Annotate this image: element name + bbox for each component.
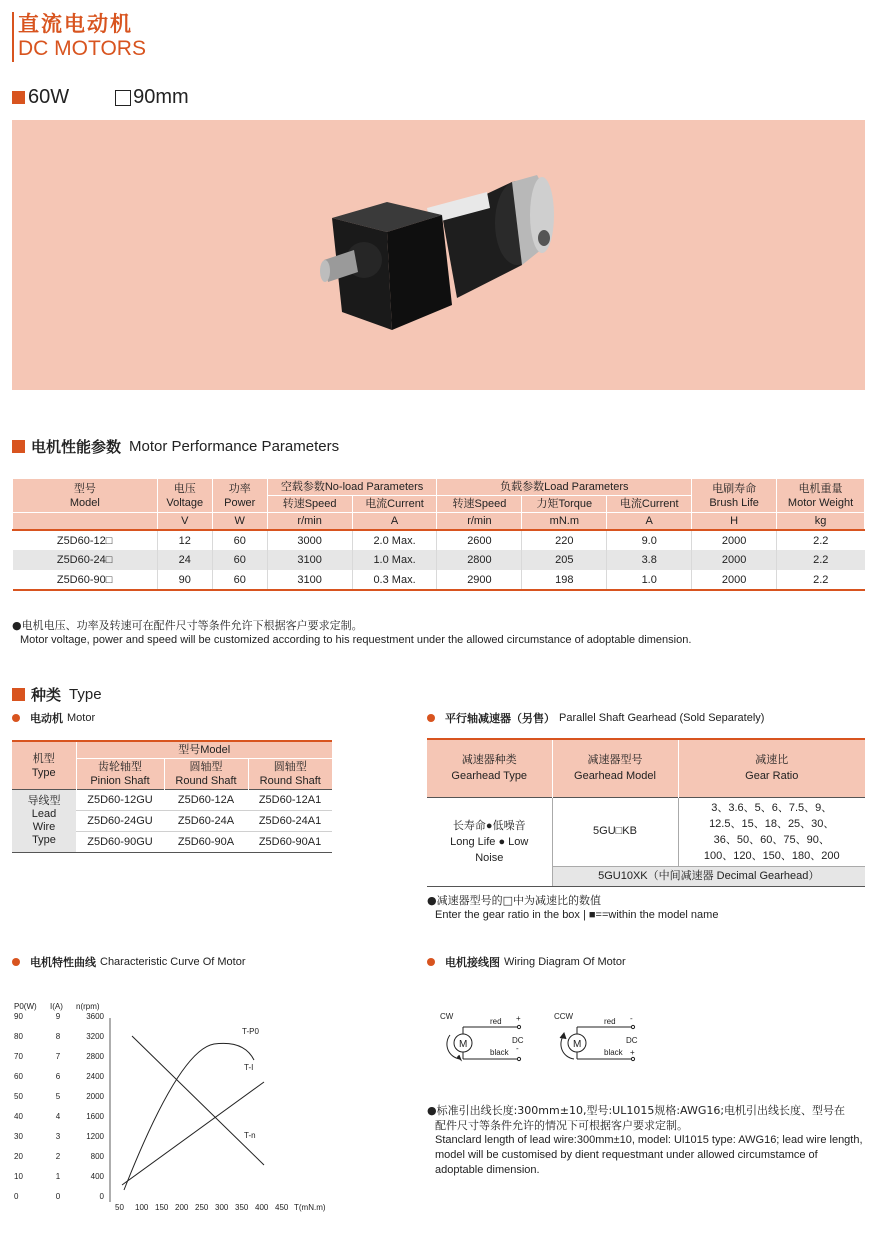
curve-t-i bbox=[122, 1082, 264, 1185]
arrow-ccw-icon bbox=[560, 1033, 566, 1039]
svg-text:DC: DC bbox=[626, 1036, 638, 1045]
m-type: 机型 Type bbox=[12, 741, 76, 790]
unit-rpm: r/min bbox=[267, 513, 352, 531]
label-tn: T-n bbox=[244, 1131, 256, 1140]
performance-table bbox=[12, 478, 865, 591]
unit-kg: kg bbox=[777, 513, 865, 531]
svg-text:DC: DC bbox=[512, 1036, 524, 1045]
perf-note-en: Motor voltage, power and speed will be customized according to his requestment under the allowed circumstance of adoptable dimension. bbox=[20, 634, 692, 646]
wiring-note bbox=[427, 1103, 867, 1178]
characteristic-curve-chart bbox=[104, 1010, 334, 1215]
type-title-en: Type bbox=[69, 686, 102, 703]
wiring-note-en3: adoptable dimension. bbox=[435, 1164, 540, 1176]
axis-tick: 7 bbox=[55, 1052, 61, 1061]
square-marker-icon bbox=[12, 440, 25, 453]
svg-text:M: M bbox=[573, 1039, 582, 1050]
x-axis-tick: 100 bbox=[135, 1203, 149, 1212]
table-row: Z5D60-24□ 24 60 3100 1.0 Max. 2800 205 3.8 2000 2.2 bbox=[13, 550, 865, 570]
m-pinion: 齿轮轴型 Pinion Shaft bbox=[76, 759, 164, 790]
svg-text:red: red bbox=[604, 1017, 616, 1026]
wiring-diagram bbox=[430, 1005, 650, 1075]
x-axis-tick: 350 bbox=[235, 1203, 249, 1212]
axis-i-label: I(A) bbox=[50, 1002, 63, 1011]
curve-t-n bbox=[132, 1036, 264, 1165]
page-title-en: DC MOTORS bbox=[18, 37, 146, 60]
axis-tick: 40 bbox=[14, 1112, 23, 1121]
axis-n-label: n(rpm) bbox=[76, 1002, 100, 1011]
unit-a-load: A bbox=[607, 513, 692, 531]
axis-tick: 8 bbox=[55, 1032, 61, 1041]
unit-mnm: mN.m bbox=[522, 513, 607, 531]
perf-section-title bbox=[12, 436, 339, 457]
product-photo bbox=[12, 120, 865, 390]
bullet-dot-icon bbox=[427, 958, 435, 966]
axis-tick: 30 bbox=[14, 1132, 23, 1141]
wiring-note-en2: model will be customised by dient requestmant under allowed circumstamce of bbox=[435, 1149, 818, 1161]
axis-tick: 2800 bbox=[86, 1052, 104, 1061]
square-marker-icon bbox=[12, 91, 25, 104]
axis-tick: 2000 bbox=[86, 1092, 104, 1101]
motor-type-table: 机型 Type 型号Model 齿轮轴型 Pinion Shaft 圆轴型 Round Shaft 圆轴型 Round Shaft 导线型 Lead Wire Type Z5D60-12GU Z5D60-12A Z5D60-12A1 Z5D60-24GU Z5D60-24A Z5D60-24A1 Z5D60-90GU Z5D60-90A Z5D60-90A1 bbox=[12, 740, 332, 853]
perf-note-cn: ●电机电压、功率及转速可在配件尺寸等条件允许下根据客户要求定制。 bbox=[12, 619, 363, 632]
svg-text:M: M bbox=[459, 1039, 468, 1050]
axis-tick: 0 bbox=[14, 1192, 19, 1201]
g-model: 减速器型号 Gearhead Model bbox=[552, 739, 678, 797]
n-axis-ticks bbox=[78, 1012, 104, 1212]
axis-tick: 1 bbox=[55, 1172, 61, 1181]
cw-label: CW bbox=[440, 1012, 454, 1021]
axis-tick: 70 bbox=[14, 1052, 23, 1061]
table-row: Z5D60-12□ 12 60 3000 2.0 Max. 2600 220 9.0 2000 2.2 bbox=[13, 530, 865, 550]
curve-subtitle: 电机特性曲线 Characteristic Curve Of Motor bbox=[12, 954, 245, 970]
g-ratio: 减速比 Gear Ratio bbox=[678, 739, 865, 797]
h-noload: 空载参数No-load Parameters bbox=[267, 479, 437, 496]
x-axis-unit: T(mN.m) bbox=[294, 1203, 326, 1212]
g-decimal: 5GU10XK（中间减速器 Decimal Gearhead） bbox=[552, 866, 865, 886]
gearhead-subtitle: 平行轴减速器（另售） Parallel Shaft Gearhead (Sold Separately) bbox=[427, 710, 764, 726]
axis-tick: 1200 bbox=[86, 1132, 104, 1141]
unit-rpm-load: r/min bbox=[437, 513, 522, 531]
unit-v: V bbox=[157, 513, 212, 531]
axis-tick: 1600 bbox=[86, 1112, 104, 1121]
label-ti: T-I bbox=[244, 1063, 254, 1072]
spec-size: 90mm bbox=[133, 86, 189, 108]
h-load-speed: 转速Speed bbox=[437, 496, 522, 513]
axis-tick: 2400 bbox=[86, 1072, 104, 1081]
x-axis-tick: 400 bbox=[255, 1203, 269, 1212]
label-tp: T-P0 bbox=[242, 1027, 259, 1036]
i-axis-ticks bbox=[48, 1012, 68, 1212]
m-lead: 导线型 Lead Wire Type bbox=[12, 790, 76, 853]
square-marker-icon bbox=[12, 688, 25, 701]
axis-tick: 2 bbox=[55, 1152, 61, 1161]
svg-text:-: - bbox=[630, 1014, 633, 1023]
unit-h: H bbox=[692, 513, 777, 531]
wiring-note-cn1: ●标准引出线长度:300mm±10,型号:UL1015规格:AWG16;电机引出线长度、型号在 bbox=[427, 1104, 846, 1117]
ccw-label: CCW bbox=[554, 1012, 574, 1021]
svg-text:black: black bbox=[604, 1048, 623, 1057]
x-axis-tick: 300 bbox=[215, 1203, 229, 1212]
unit-a: A bbox=[352, 513, 437, 531]
h-noload-speed: 转速Speed bbox=[267, 496, 352, 513]
spec-line bbox=[12, 86, 189, 109]
bullet-dot-icon bbox=[12, 714, 20, 722]
g-life: 长寿命●低噪音 Long Life ● Low Noise bbox=[427, 797, 552, 886]
h-voltage: 电压 Voltage bbox=[157, 479, 212, 513]
p-axis-ticks bbox=[14, 1012, 44, 1212]
curve-t-p0 bbox=[124, 1043, 254, 1190]
unit-empty bbox=[13, 513, 158, 531]
axis-tick: 400 bbox=[90, 1172, 104, 1181]
axis-tick: 3200 bbox=[86, 1032, 104, 1041]
m-round1: 圆轴型 Round Shaft bbox=[248, 759, 332, 790]
g-type: 减速器种类 Gearhead Type bbox=[427, 739, 552, 797]
axis-tick: 6 bbox=[55, 1072, 61, 1081]
g-ratio-val: 3、3.6、5、6、7.5、9、 12.5、15、18、25、30、 36、50、60、75、90、 100、120、150、180、200 bbox=[678, 797, 865, 866]
page-title-cn: 直流电动机 bbox=[18, 12, 133, 36]
gear-note bbox=[427, 893, 718, 923]
axis-tick: 0 bbox=[99, 1192, 104, 1201]
perf-title-en: Motor Performance Parameters bbox=[129, 438, 340, 455]
axis-tick: 9 bbox=[55, 1012, 61, 1021]
h-load-current: 电流Current bbox=[607, 496, 692, 513]
axis-tick: 5 bbox=[55, 1092, 61, 1101]
type-title-cn: 种类 bbox=[31, 686, 62, 704]
h-load: 负载参数Load Parameters bbox=[437, 479, 692, 496]
x-axis-tick: 150 bbox=[155, 1203, 169, 1212]
type-section-title bbox=[12, 684, 102, 705]
table-row: Z5D60-90□ 90 60 3100 0.3 Max. 2900 198 1.0 2000 2.2 bbox=[13, 570, 865, 590]
x-axis-tick: 50 bbox=[115, 1203, 124, 1212]
unit-w: W bbox=[212, 513, 267, 531]
svg-text:black: black bbox=[490, 1048, 509, 1057]
axis-p-label: P0(W) bbox=[14, 1002, 37, 1011]
svg-text:-: - bbox=[516, 1044, 519, 1053]
axis-tick: 800 bbox=[90, 1152, 104, 1161]
m-round: 圆轴型 Round Shaft bbox=[164, 759, 248, 790]
axis-tick: 60 bbox=[14, 1072, 23, 1081]
axis-tick: 0 bbox=[55, 1192, 61, 1201]
x-axis-tick: 200 bbox=[175, 1203, 189, 1212]
h-model: 型号 Model bbox=[13, 479, 158, 513]
bullet-dot-icon bbox=[427, 714, 435, 722]
motor-subtitle: 电动机 Motor bbox=[12, 710, 95, 726]
axis-tick: 80 bbox=[14, 1032, 23, 1041]
h-brush: 电刷寿命 Brush Life bbox=[692, 479, 777, 513]
h-weight: 电机重量 Motor Weight bbox=[777, 479, 865, 513]
gear-note-cn: ●减速器型号的□中为减速比的数值 bbox=[427, 894, 601, 907]
wiring-note-en1: Stanclard length of lead wire:300mm±10, model: Ul1015 type: AWG16; lead wire length, bbox=[435, 1134, 863, 1146]
dc-motor-image bbox=[12, 120, 865, 390]
g-model-val: 5GU□KB bbox=[552, 797, 678, 866]
perf-title-cn: 电机性能参数 bbox=[31, 438, 122, 456]
svg-text:+: + bbox=[630, 1048, 635, 1057]
gearhead-table bbox=[427, 738, 865, 887]
axis-tick: 3 bbox=[55, 1132, 61, 1141]
axis-tick: 20 bbox=[14, 1152, 23, 1161]
wiring-note-cn2: 配件尺寸等条件允许的情况下可根据客户要求定制。 bbox=[435, 1119, 688, 1132]
gear-note-en: Enter the gear ratio in the box | ■==within the model name bbox=[435, 909, 719, 921]
spec-power: 60W bbox=[28, 86, 70, 108]
perf-note bbox=[12, 618, 691, 648]
h-noload-current: 电流Current bbox=[352, 496, 437, 513]
m-model: 型号Model bbox=[76, 741, 332, 759]
svg-text:red: red bbox=[490, 1017, 502, 1026]
axis-tick: 90 bbox=[14, 1012, 23, 1021]
x-axis-tick: 250 bbox=[195, 1203, 209, 1212]
svg-text:+: + bbox=[516, 1014, 521, 1023]
h-load-torque: 力矩Torque bbox=[522, 496, 607, 513]
x-axis-ticks bbox=[115, 1203, 295, 1212]
wiring-subtitle: 电机接线图 Wiring Diagram Of Motor bbox=[427, 954, 626, 970]
square-outline-icon bbox=[115, 90, 131, 106]
axis-tick: 4 bbox=[55, 1112, 61, 1121]
x-axis-tick: 450 bbox=[275, 1203, 289, 1212]
axis-tick: 50 bbox=[14, 1092, 23, 1101]
header-accent-line bbox=[12, 12, 14, 62]
axis-tick: 3600 bbox=[86, 1012, 104, 1021]
axis-tick: 10 bbox=[14, 1172, 23, 1181]
bullet-dot-icon bbox=[12, 958, 20, 966]
h-power: 功率 Power bbox=[212, 479, 267, 513]
